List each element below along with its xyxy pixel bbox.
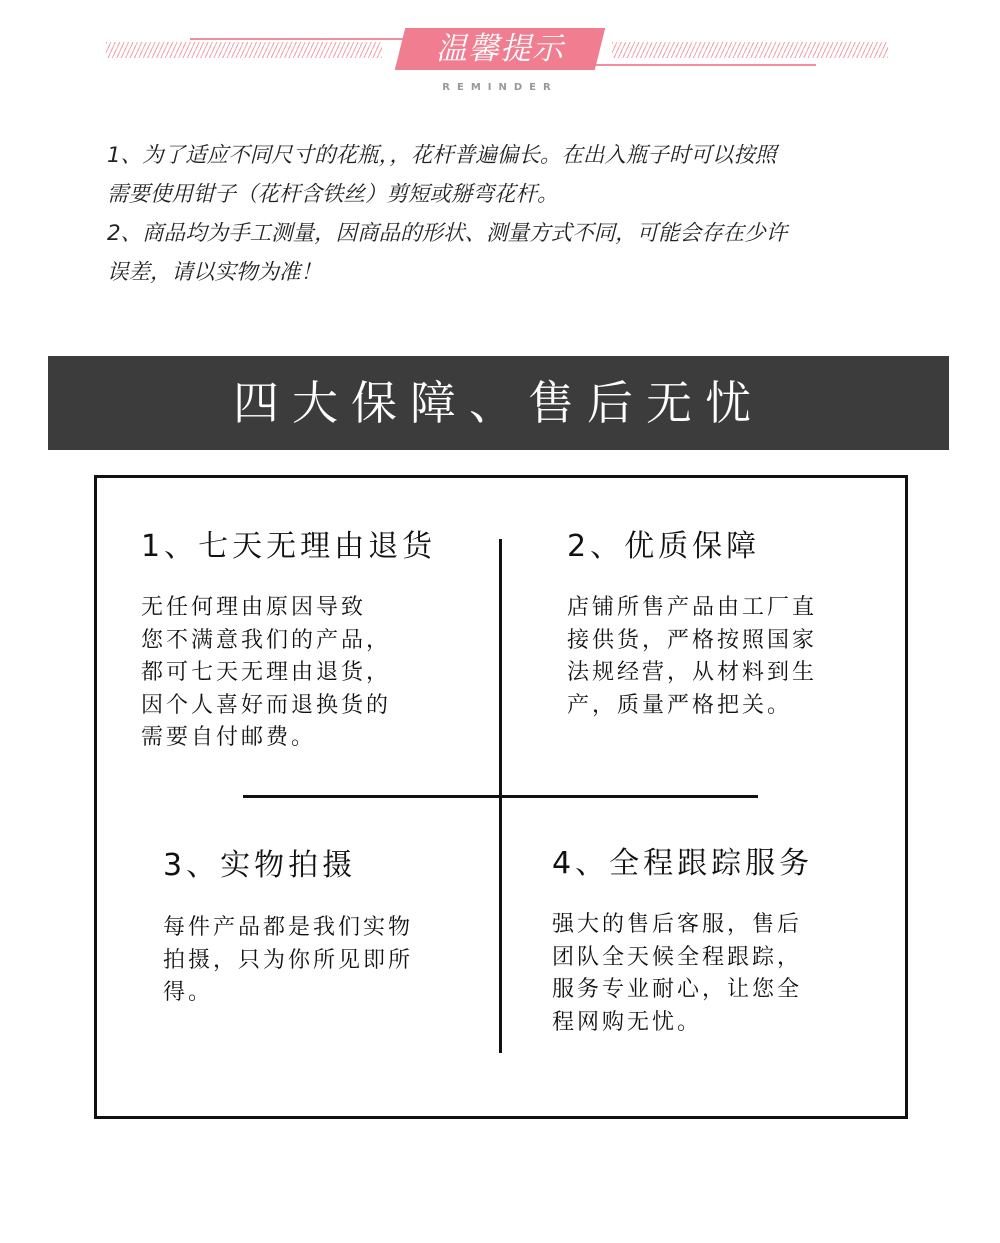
- body-line: 都可七天无理由退货，: [141, 660, 392, 685]
- body-line: 产，质量严格把关。: [567, 692, 793, 718]
- right-accent-line: [590, 64, 816, 66]
- body-line: 无任何理由原因导致: [141, 595, 367, 620]
- body-line: 拍摄，只为你所见即所: [163, 947, 414, 973]
- body-line: 服务专业耐心，让您全: [552, 977, 803, 1002]
- left-hatch-decoration: [106, 42, 382, 58]
- body-line: 接供货，严格按照国家: [567, 627, 818, 653]
- left-accent-line: [190, 38, 412, 40]
- note-line: 2、商品均为手工测量，因商品的形状、测量方式不同，可能会存在少许: [107, 221, 788, 246]
- body-line: 程网购无忧。: [552, 1009, 703, 1035]
- note-line: 1、为了适应不同尺寸的花瓶，，花杆普遍偏长。在出入瓶子时可以按照: [107, 143, 777, 168]
- guarantee-body-quality: [567, 592, 817, 722]
- guarantee-title-quality: 2、优质保障: [567, 529, 761, 564]
- body-line: 您不满意我们的产品，: [141, 627, 392, 653]
- body-line: 强大的售后客服，售后: [552, 912, 803, 937]
- guarantee-title-return: 1、七天无理由退货: [141, 529, 437, 564]
- guarantee-banner-title: 四大保障、售后无忧: [233, 376, 764, 430]
- body-line: 法规经营，从材料到生: [567, 660, 818, 685]
- guarantee-body-return: [141, 592, 391, 755]
- horizontal-divider: [243, 795, 758, 798]
- body-line: 因个人喜好而退换货的: [141, 692, 392, 718]
- reminder-title: 温馨提示: [436, 31, 564, 67]
- body-line: 需要自付邮费。: [141, 725, 317, 750]
- body-line: 得。: [163, 980, 214, 1005]
- guarantee-title-photo: 3、实物拍摄: [163, 848, 357, 883]
- right-hatch-decoration: [612, 42, 888, 58]
- body-line: 店铺所售产品由工厂直: [567, 595, 818, 620]
- note-line: 误差，请以实物为准！: [107, 260, 323, 285]
- guarantee-body-service: [552, 909, 802, 1039]
- body-line: 每件产品都是我们实物: [163, 915, 414, 940]
- guarantee-title-service: 4、全程跟踪服务: [552, 846, 814, 881]
- reminder-notes: [107, 136, 907, 292]
- body-line: 团队全天候全程跟踪，: [552, 944, 803, 970]
- guarantee-body-photo: [163, 912, 413, 1010]
- note-line: 需要使用钳子（花杆含铁丝）剪短或掰弯花杆。: [107, 182, 559, 207]
- reminder-subtitle: REMINDER: [442, 82, 558, 93]
